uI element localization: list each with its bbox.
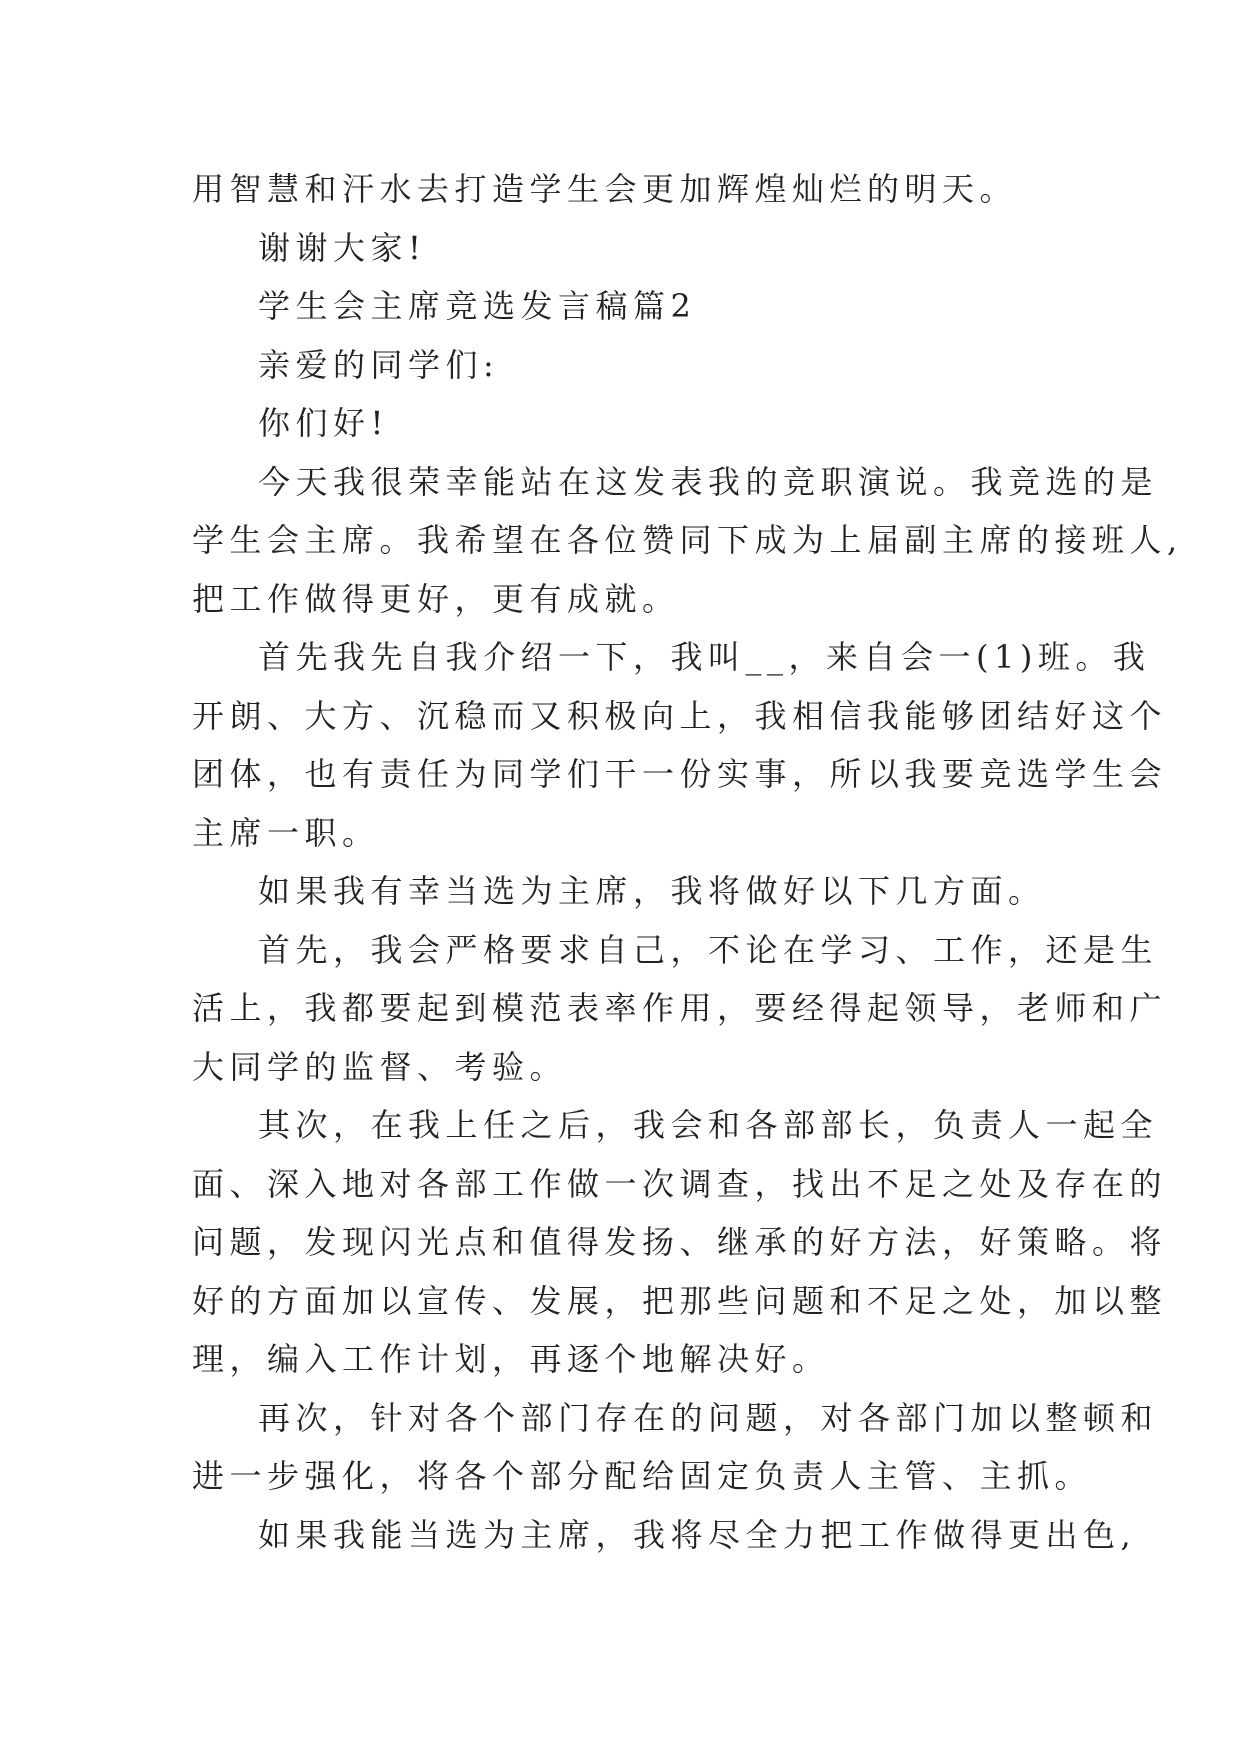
- text-line: 面、深入地对各部工作做一次调查，找出不足之处及存在的: [192, 1164, 1168, 1203]
- text-line: 团体，也有责任为同学们干一份实事，所以我要竞选学生会: [192, 755, 1168, 793]
- text-line: 问题，发现闪光点和值得发扬、继承的好方法，好策略。将: [192, 1223, 1168, 1261]
- text-line: 用智慧和汗水去打造学生会更加辉煌灿烂的明天。: [192, 170, 1018, 208]
- text-line: 主席一职。: [192, 813, 380, 852]
- text-line: 把工作做得更好，更有成就。: [192, 579, 680, 618]
- text-line: 进一步强化，将各个部分配给固定负责人主管、主抓。: [192, 1457, 1093, 1495]
- section-heading: 学生会主席竞选发言稿篇2: [258, 287, 697, 325]
- text-line: 好的方面加以宣传、发展，把那些问题和不足之处，加以整: [192, 1281, 1168, 1320]
- text-line: 再次，针对各个部门存在的问题，对各部门加以整顿和: [258, 1398, 1159, 1437]
- salutation: 亲爱的同学们:: [258, 345, 500, 384]
- text-line: 开朗、大方、沉稳而又积极向上，我相信我能够团结好这个: [192, 696, 1168, 735]
- text-line: 理，编入工作计划，再逐个地解决好。: [192, 1340, 830, 1378]
- text-line: 今天我很荣幸能站在这发表我的竞职演说。我竞选的是: [258, 462, 1159, 501]
- text-line: 首先，我会严格要求自己，不论在学习、工作，还是生: [258, 930, 1159, 969]
- text-line: 谢谢大家!: [258, 228, 427, 267]
- greeting: 你们好!: [258, 404, 389, 442]
- text-line: 首先我先自我介绍一下，我叫__，来自会一(1)班。我: [258, 638, 1151, 676]
- text-line: 其次，在我上任之后，我会和各部部长，负责人一起全: [258, 1106, 1159, 1144]
- text-line: 如果我有幸当选为主席，我将做好以下几方面。: [258, 872, 1046, 910]
- text-line: 大同学的监督、考验。: [192, 1047, 568, 1086]
- text-line: 学生会主席。我希望在各位赞同下成为上届副主席的接班人,: [192, 521, 1183, 559]
- text-line: 如果我能当选为主席，我将尽全力把工作做得更出色,: [258, 1515, 1137, 1554]
- text-line: 活上，我都要起到模范表率作用，要经得起领导，老师和广: [192, 989, 1168, 1027]
- document-body: [192, 160, 1183, 1564]
